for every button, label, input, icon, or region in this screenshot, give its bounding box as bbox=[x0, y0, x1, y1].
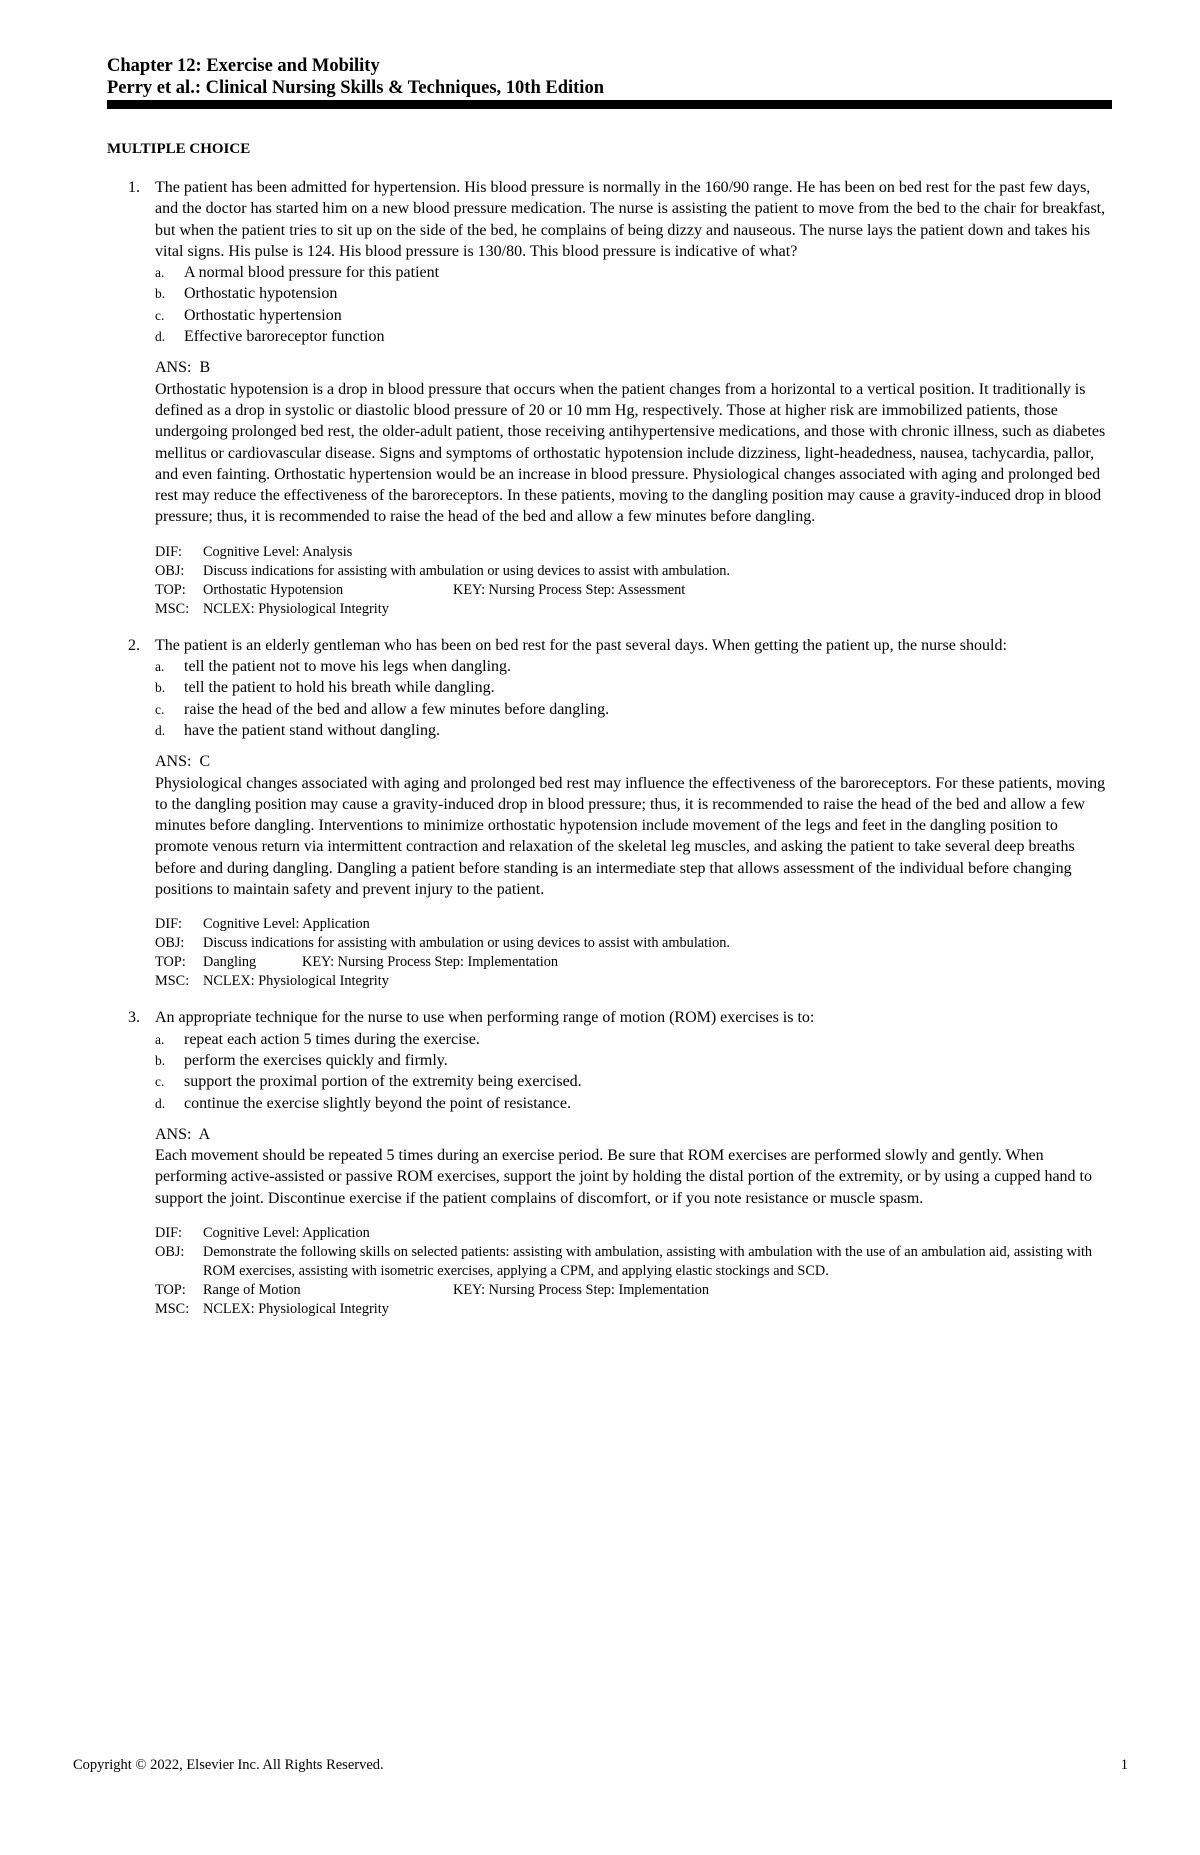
option-letter: b. bbox=[155, 1052, 166, 1068]
answer-key bbox=[155, 1124, 1112, 1145]
option-text: raise the head of the bed and allow a few minutes before dangling. bbox=[184, 700, 610, 718]
top-key-row bbox=[155, 1281, 1112, 1300]
question-1 bbox=[128, 177, 1112, 619]
option-letter: b. bbox=[155, 680, 166, 696]
msc-label: MSC: bbox=[155, 1300, 190, 1317]
top-label: TOP: bbox=[155, 1281, 186, 1298]
option-a bbox=[155, 656, 1112, 677]
dif-value: Cognitive Level: Application bbox=[203, 916, 370, 933]
question-metadata bbox=[155, 915, 1112, 991]
msc-row bbox=[155, 972, 1112, 991]
option-c bbox=[155, 305, 1112, 326]
top-value: Orthostatic Hypotension bbox=[203, 581, 344, 598]
option-c bbox=[155, 699, 1112, 720]
key-label: KEY: bbox=[453, 581, 486, 598]
question-metadata bbox=[155, 543, 1112, 619]
option-c bbox=[155, 1071, 1112, 1092]
option-text: tell the patient to hold his breath while dangling. bbox=[184, 679, 495, 697]
option-letter: d. bbox=[155, 722, 166, 738]
dif-row bbox=[155, 543, 1112, 562]
book-title: Perry et al.: Clinical Nursing Skills & Techniques, 10th Edition bbox=[107, 78, 604, 98]
obj-value: Discuss indications for assisting with ambulation or using devices to assist with ambulation. bbox=[203, 935, 730, 952]
option-text: Orthostatic hypertension bbox=[184, 306, 342, 324]
option-text: support the proximal portion of the extremity being exercised. bbox=[184, 1073, 582, 1091]
obj-value: Demonstrate the following skills on selected patients: assisting with ambulation, assisting with ambulation with the use of an ambulation aid, assisting with ROM exercises, assisting with isometric exercises, applying a CPM, and applying elastic stockings and SCD. bbox=[203, 1243, 1093, 1279]
top-key-row bbox=[155, 953, 1112, 972]
answer-block bbox=[155, 357, 1112, 527]
question-metadata bbox=[155, 1224, 1112, 1319]
option-letter: a. bbox=[155, 265, 165, 281]
msc-label: MSC: bbox=[155, 973, 190, 990]
top-label: TOP: bbox=[155, 954, 186, 971]
chapter-title: Chapter 12: Exercise and Mobility bbox=[107, 56, 380, 76]
question-number: 3. bbox=[128, 1009, 140, 1027]
dif-label: DIF: bbox=[155, 916, 183, 933]
option-letter: c. bbox=[155, 1074, 165, 1090]
question-stem: The patient has been admitted for hypertension. His blood pressure is normally in the 160/90 range. He has been on bed rest for the past few days, and the doctor has started him on a new blood pressure medication. The nurse is assisting the patient to move from the bed to the chair for breakfast, but when the patient tries to sit up on the side of the bed, he complains of being dizzy and nauseous. The nurse lays the patient down and takes his vital signs. His pulse is 124. His blood pressure is 130/80. This blood pressure is indicative of what? bbox=[155, 179, 1106, 260]
obj-row bbox=[155, 934, 1112, 953]
answer-key bbox=[155, 751, 1112, 772]
option-letter: c. bbox=[155, 307, 165, 323]
copyright-notice: Copyright © 2022, Elsevier Inc. All Rights Reserved. bbox=[73, 1757, 384, 1773]
key-value: Nursing Process Step: Implementation bbox=[488, 1281, 710, 1298]
answer-block bbox=[155, 1124, 1112, 1209]
page-number: 1 bbox=[1120, 1757, 1128, 1773]
option-text: Orthostatic hypotension bbox=[184, 285, 338, 303]
dif-value: Cognitive Level: Analysis bbox=[203, 543, 353, 560]
answer-rationale: Each movement should be repeated 5 times during an exercise period. Be sure that ROM exercises are performed slowly and gently. When performing active-assisted or passive ROM exercises, support the joint by holding the distal portion of the extremity, or by using a cupped hand to support the joint. Discontinue exercise if the patient complains of discomfort, or if you note resistance or muscle spasm. bbox=[155, 1147, 1092, 1207]
question-3 bbox=[128, 1007, 1112, 1319]
option-text: have the patient stand without dangling. bbox=[184, 721, 440, 739]
key-label: KEY: bbox=[302, 954, 335, 971]
msc-value: NCLEX: Physiological Integrity bbox=[203, 600, 389, 617]
header-rule bbox=[107, 100, 1112, 109]
obj-value: Discuss indications for assisting with ambulation or using devices to assist with ambulation. bbox=[203, 562, 730, 579]
questions-list bbox=[128, 177, 1112, 1319]
msc-row bbox=[155, 600, 1112, 619]
option-letter: d. bbox=[155, 329, 166, 345]
answer-value: B bbox=[199, 359, 211, 377]
answer-options bbox=[155, 656, 1112, 741]
answer-rationale: Physiological changes associated with aging and prolonged bed rest may influence the effectiveness of the baroreceptors. For these patients, moving to the dangling position may cause a gravity-induced drop in blood pressure; thus, it is recommended to raise the head of the bed and allow a few minutes before dangling. Interventions to minimize orthostatic hypotension include movement of the legs and feet in the dangling position to promote venous return via intermittent contraction and relaxation of the skeletal leg muscles, and asking the patient to take several deep breaths before and during dangling. Dangling a patient before standing is an intermediate step that allows assessment of the individual before changing positions to maintain safety and prevent injury to the patient. bbox=[155, 774, 1106, 899]
answer-options bbox=[155, 262, 1112, 347]
option-d bbox=[155, 326, 1112, 347]
msc-label: MSC: bbox=[155, 600, 190, 617]
key-value: Nursing Process Step: Implementation bbox=[337, 954, 559, 971]
question-number: 1. bbox=[128, 179, 140, 196]
answer-block bbox=[155, 751, 1112, 900]
section-title: MULTIPLE CHOICE bbox=[107, 141, 251, 157]
dif-row bbox=[155, 915, 1112, 934]
option-text: Effective baroreceptor function bbox=[184, 328, 385, 346]
option-b bbox=[155, 1050, 1112, 1071]
obj-row bbox=[155, 1243, 1112, 1281]
answer-value: C bbox=[199, 753, 211, 771]
answer-label: ANS: bbox=[155, 359, 192, 377]
obj-label: OBJ: bbox=[155, 562, 185, 579]
option-text: continue the exercise slightly beyond the point of resistance. bbox=[184, 1094, 571, 1112]
answer-key bbox=[155, 357, 1112, 378]
obj-row bbox=[155, 562, 1112, 581]
msc-value: NCLEX: Physiological Integrity bbox=[203, 973, 389, 990]
option-letter: a. bbox=[155, 659, 165, 675]
dif-row bbox=[155, 1224, 1112, 1243]
obj-label: OBJ: bbox=[155, 1243, 185, 1260]
option-letter: a. bbox=[155, 1031, 165, 1047]
option-letter: b. bbox=[155, 286, 166, 302]
option-a bbox=[155, 1029, 1112, 1050]
msc-value: NCLEX: Physiological Integrity bbox=[203, 1300, 389, 1317]
option-text: perform the exercises quickly and firmly. bbox=[184, 1051, 448, 1069]
answer-options bbox=[155, 1029, 1112, 1114]
key-value: Nursing Process Step: Assessment bbox=[488, 581, 686, 598]
dif-value: Cognitive Level: Application bbox=[203, 1224, 370, 1241]
key-label: KEY: bbox=[453, 1281, 486, 1298]
answer-label: ANS: bbox=[155, 1125, 192, 1143]
option-b bbox=[155, 283, 1112, 304]
top-value: Range of Motion bbox=[203, 1281, 301, 1298]
option-d bbox=[155, 1093, 1112, 1114]
option-d bbox=[155, 720, 1112, 741]
question-number: 2. bbox=[128, 636, 140, 654]
option-text: repeat each action 5 times during the exercise. bbox=[184, 1030, 480, 1048]
answer-rationale: Orthostatic hypotension is a drop in blood pressure that occurs when the patient changes from a horizontal to a vertical position. It traditionally is defined as a drop in systolic or diastolic blood pressure of 20 or 10 mm Hg, respectively. Those at higher risk are immobilized patients, those undergoing prolonged bed rest, the older-adult patient, those receiving antihypertensive medications, and those with chronic illness, such as diabetes mellitus or cardiovascular disease. Signs and symptoms of orthostatic hypotension include dizziness, light-headedness, nausea, tachycardia, pallor, and even fainting. Orthostatic hypertension would be an increase in blood pressure. Physiological changes associated with aging and prolonged bed rest may reduce the effectiveness of the baroreceptors. In these patients, moving to the dangling position may cause a gravity-induced drop in blood pressure; thus, it is recommended to raise the head of the bed and allow a few minutes before dangling. bbox=[155, 380, 1106, 526]
option-a bbox=[155, 262, 1112, 283]
top-label: TOP: bbox=[155, 581, 186, 598]
obj-label: OBJ: bbox=[155, 935, 185, 952]
top-key-row bbox=[155, 581, 1112, 600]
question-2 bbox=[128, 635, 1112, 992]
answer-value: A bbox=[198, 1125, 211, 1143]
dif-label: DIF: bbox=[155, 1224, 183, 1241]
question-stem: An appropriate technique for the nurse to use when performing range of motion (ROM) exercises is to: bbox=[155, 1009, 815, 1027]
option-letter: c. bbox=[155, 701, 165, 717]
question-stem: The patient is an elderly gentleman who has been on bed rest for the past several days. When getting the patient up, the nurse should: bbox=[155, 636, 1007, 654]
top-value: Dangling bbox=[203, 954, 257, 971]
option-text: A normal blood pressure for this patient bbox=[184, 264, 440, 282]
msc-row bbox=[155, 1300, 1112, 1319]
option-text: tell the patient not to move his legs when dangling. bbox=[184, 658, 512, 676]
option-letter: d. bbox=[155, 1095, 166, 1111]
answer-label: ANS: bbox=[155, 753, 192, 771]
dif-label: DIF: bbox=[155, 543, 183, 560]
document-header bbox=[107, 55, 1112, 99]
option-b bbox=[155, 677, 1112, 698]
